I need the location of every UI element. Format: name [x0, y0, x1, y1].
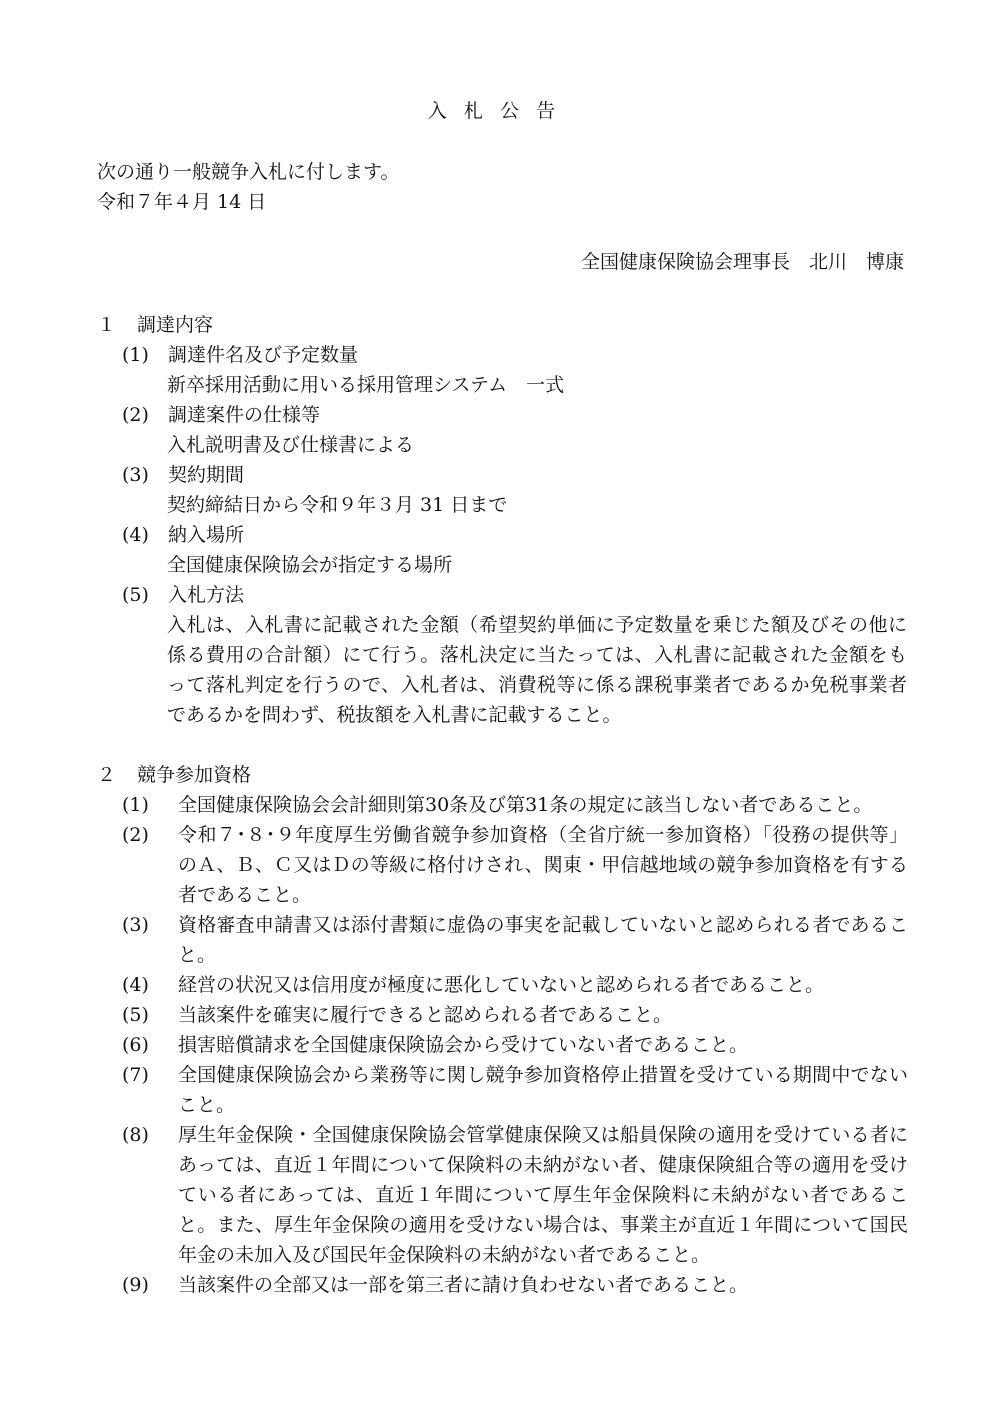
section-number: １	[97, 314, 117, 336]
qualification-number: (7)	[122, 1064, 149, 1086]
item-label: 調達案件の仕様等	[168, 404, 321, 426]
notice-date: 令和７年４月 14 日	[97, 191, 267, 213]
intro-text: 次の通り一般競争入札に付します。	[97, 161, 400, 183]
item-label: 調達件名及び予定数量	[168, 344, 359, 366]
qualification-text: 当該案件の全部又は一部を第三者に請け負わせない者であること。	[178, 1274, 749, 1296]
qualification-number: (8)	[122, 1124, 149, 1146]
item-label: 入札方法	[168, 584, 245, 606]
item-number: (2)	[122, 404, 149, 426]
item-number: (5)	[122, 584, 149, 606]
qualification-number: (4)	[122, 974, 149, 996]
section-title: 調達内容	[137, 314, 214, 336]
item-body: 入札説明書及び仕様書による	[167, 434, 415, 456]
section-1-item-2	[122, 400, 320, 430]
qualification-text: 全国健康保険協会会計細則第30条及び第31条の規定に該当しない者であること。	[178, 794, 873, 816]
section-1-heading	[97, 310, 213, 340]
section-2-heading	[97, 760, 251, 790]
issuer-name: 全国健康保険協会理事長 北川 博康	[580, 251, 904, 273]
qualification-number: (3)	[122, 914, 149, 936]
section-1-item-4	[122, 520, 244, 550]
item-label: 納入場所	[168, 524, 245, 546]
qualification-text: 厚生年金保険・全国健康保険協会管掌健康保険又は船員保険の適用を受けている者にあっては、直近１年間について保険料の未納がない者、健康保険組合等の適用を受けている者にあっては、直近１年間について厚生年金保険料に未納がない者であること。また、厚生年金保険の適用を受けない場合は、事業主が直近１年間について国民年金の未加入及び国民年金保険料の未納がない者であること。	[178, 1124, 908, 1266]
item-body: 新卒採用活動に用いる採用管理システム 一式	[167, 374, 565, 396]
qualification-number: (2)	[122, 824, 149, 846]
qualification-text: 令和７･８･９年度厚生労働省競争参加資格（全省庁統一参加資格）「役務の提供等」のＡ、Ｂ、Ｃ又はＤの等級に格付けされ、関東・甲信越地域の競争参加資格を有する者であること。	[178, 824, 908, 906]
item-number: (1)	[122, 344, 149, 366]
section-1-item-1	[122, 340, 358, 370]
item-body: 入札は、入札書に記載された金額（希望契約単価に予定数量を乗じた額及びその他に係る費用の合計額）にて行う。落札決定に当たっては、入札書に記載された金額をもって落札判定を行うので、入札者は、消費税等に係る課税事業者であるか免税事業者であるかを問わず、税抜額を入札書に記載すること。	[167, 614, 907, 726]
qualification-text: 経営の状況又は信用度が極度に悪化していないと認められる者であること。	[178, 974, 825, 996]
page-title: 入札公告	[427, 100, 573, 122]
section-number: ２	[97, 764, 117, 786]
qualification-number: (9)	[122, 1274, 149, 1296]
qualification-text: 全国健康保険協会から業務等に関し競争参加資格停止措置を受けている期間中でないこと。	[178, 1064, 908, 1116]
qualification-number: (1)	[122, 794, 149, 816]
item-label: 契約期間	[168, 464, 245, 486]
section-title: 競争参加資格	[137, 764, 252, 786]
qualification-text: 損害賠償請求を全国健康保険協会から受けていない者であること。	[178, 1034, 749, 1056]
qualification-text: 当該案件を確実に履行できると認められる者であること。	[178, 1004, 673, 1026]
item-body: 契約締結日から令和９年３月 31 日まで	[167, 494, 508, 516]
section-1-item-3	[122, 460, 244, 490]
section-1-item-5	[122, 580, 244, 610]
item-number: (3)	[122, 464, 149, 486]
qualification-number: (6)	[122, 1034, 149, 1056]
item-number: (4)	[122, 524, 149, 546]
item-body: 全国健康保険協会が指定する場所	[167, 554, 453, 576]
qualification-number: (5)	[122, 1004, 149, 1026]
qualification-text: 資格審査申請書又は添付書類に虚偽の事実を記載していないと認められる者であること。	[178, 914, 908, 966]
